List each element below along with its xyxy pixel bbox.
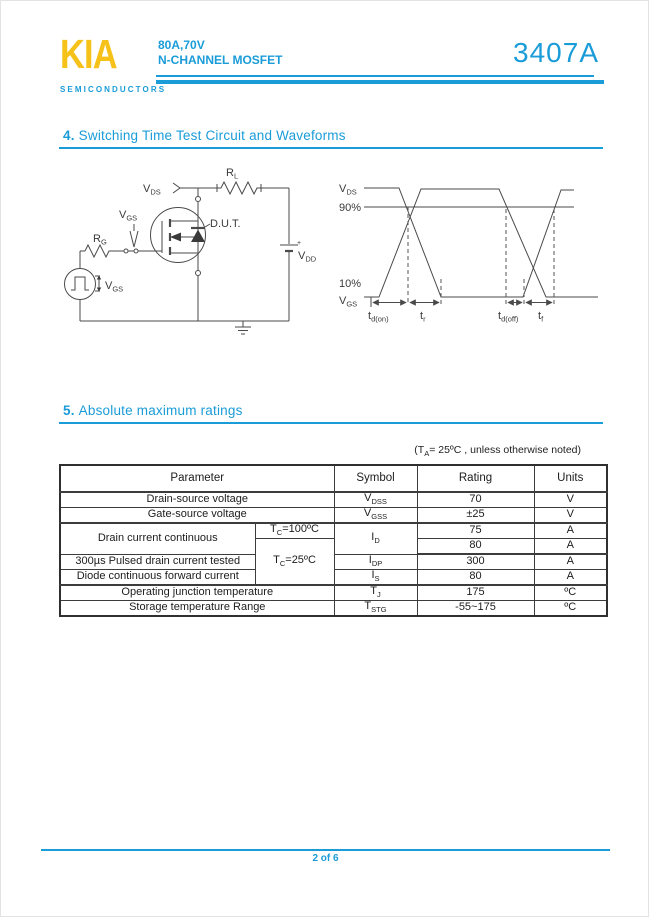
switching-waveform-diagram: [334, 173, 611, 331]
ground-wire: [80, 321, 289, 334]
condition-cell: $T_C=100ºC$: [255, 523, 334, 539]
dut-mosfet: [151, 188, 211, 321]
col-header-rating: Rating: [417, 465, 534, 492]
vgs-trace: [364, 189, 598, 297]
units-cell: A: [534, 523, 607, 539]
section-4-heading: [63, 128, 346, 143]
rating-cell: 75: [417, 523, 534, 539]
rating-cell: 80: [417, 539, 534, 555]
symbol-cell: $T_J$: [334, 585, 417, 601]
device-rating-line: 80A,70V: [158, 38, 205, 52]
table-condition-note: ($T_A=$ 25ºC , unless otherwise noted): [414, 444, 581, 459]
wave-90pct-label: 90%: [339, 202, 362, 214]
table-row-tstg: [60, 601, 607, 617]
vdd-label: $V_{DD}$: [298, 250, 317, 264]
drain-wire: [173, 182, 289, 194]
wave-10pct-label: 10%: [339, 278, 362, 290]
device-description: [158, 38, 282, 68]
param-cell: Storage temperature Range: [60, 601, 334, 617]
param-cell: 300µs Pulsed drain current tested: [60, 554, 255, 570]
symbol-cell: $V_{GSS}$: [334, 508, 417, 524]
wave-vgs-label: $V_{GS}$: [339, 295, 358, 309]
header-rule-thick: [156, 80, 604, 84]
timing-reference-lines: [371, 207, 554, 307]
col-header-symbol: Symbol: [334, 465, 417, 492]
kia-logo: KIA: [60, 31, 117, 77]
pulse-generator: [65, 251, 102, 321]
col-header-units: Units: [534, 465, 607, 492]
tf-label: $t_f$: [538, 310, 544, 324]
wave-vds-label: $V_{DS}$: [339, 183, 357, 197]
rg-label: $R_G$: [93, 233, 107, 247]
header-rule-thin: [156, 75, 594, 77]
table-row-id-75: [60, 523, 607, 539]
rating-cell: 80: [417, 570, 534, 586]
param-cell: Operating junction temperature: [60, 585, 334, 601]
symbol-cell: $I_D$: [334, 523, 417, 554]
units-cell: ºC: [534, 601, 607, 617]
table-row-idp: [60, 554, 607, 570]
td-on-label: $t_{d(on)}$: [368, 310, 389, 324]
table-row-tj: [60, 585, 607, 601]
section-5-number: 5.: [63, 403, 75, 418]
tr-label: $t_r$: [420, 310, 426, 324]
vgs-source-label: $V_{GS}$: [105, 280, 124, 294]
units-cell: A: [534, 539, 607, 555]
rl-label: $R_L$: [226, 167, 239, 181]
rating-cell: 300: [417, 554, 534, 570]
units-cell: A: [534, 570, 607, 586]
logo-subtitle: SEMICONDUCTORS: [60, 85, 167, 94]
page-number: 2 of 6: [312, 853, 339, 864]
rating-cell: 70: [417, 492, 534, 508]
absolute-maximum-ratings-table: [59, 464, 608, 617]
units-cell: A: [534, 554, 607, 570]
section-5-rule: [59, 422, 603, 424]
switching-test-circuit-diagram: [59, 163, 321, 349]
table-row-is: [60, 570, 607, 586]
vgs-probe-label: $V_{GS}$: [119, 209, 138, 223]
units-cell: V: [534, 508, 607, 524]
units-cell: ºC: [534, 585, 607, 601]
vds-trace: [364, 188, 574, 297]
vds-label: $V_{DS}$: [143, 183, 161, 197]
dut-label: D.U.T.: [210, 218, 241, 230]
symbol-cell: $V_{DSS}$: [334, 492, 417, 508]
table-row-vdss: [60, 492, 607, 508]
section-5-heading: [63, 403, 243, 418]
section-5-title: Absolute maximum ratings: [78, 403, 243, 418]
device-type-line: N-CHANNEL MOSFET: [158, 53, 283, 67]
rating-cell: -55~175: [417, 601, 534, 617]
section-4-number: 4.: [63, 128, 75, 143]
table-row-vgss: [60, 508, 607, 524]
param-cell: Gate-source voltage: [60, 508, 334, 524]
rating-cell: ±25: [417, 508, 534, 524]
part-number: 3407A: [513, 37, 599, 68]
condition-cell: $T_C=25ºC$: [255, 539, 334, 586]
col-header-parameter: Parameter: [60, 465, 334, 492]
section-4-rule: [59, 147, 603, 149]
section-4-title: Switching Time Test Circuit and Waveforms: [78, 128, 346, 143]
footer-rule: [41, 849, 610, 851]
symbol-cell: $T_{STG}$: [334, 601, 417, 617]
table-header-row: [60, 465, 607, 492]
param-cell: Drain current continuous: [60, 523, 255, 554]
units-cell: V: [534, 492, 607, 508]
td-off-label: $t_{d(off)}$: [498, 310, 519, 324]
param-cell: Diode continuous forward current: [60, 570, 255, 586]
param-cell: Drain-source voltage: [60, 492, 334, 508]
battery-plus-mark: +: [297, 240, 302, 247]
symbol-cell: $I_S$: [334, 570, 417, 586]
supply-branch: [280, 188, 298, 321]
rating-cell: 175: [417, 585, 534, 601]
symbol-cell: $I_{DP}$: [334, 554, 417, 570]
